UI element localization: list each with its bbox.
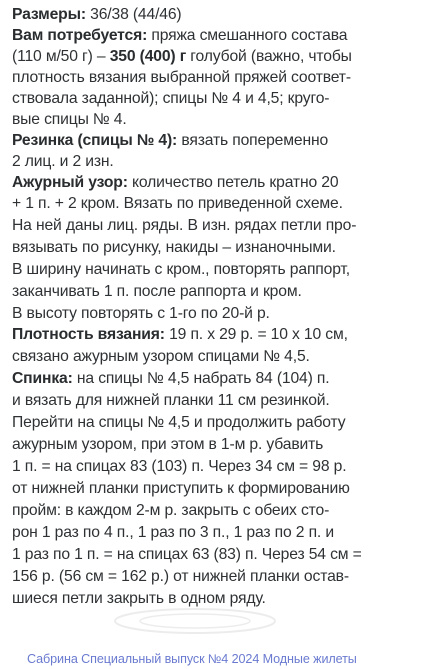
line-text: ствовала заданной); спицы № 4 и 4,5; круго- <box>12 90 330 107</box>
line-text: (110 м/50 г) – <box>12 48 110 65</box>
text-line <box>12 194 343 214</box>
line-text: и вязать для нижней планки 11 см резинкой. <box>12 392 330 409</box>
text-line <box>12 501 329 521</box>
text-line <box>12 304 270 324</box>
text-line <box>12 173 338 193</box>
section-heading: Вам потребуется: <box>12 27 148 44</box>
text-line <box>12 89 329 109</box>
line-text: + 1 п. + 2 кром. Вязать по приведенной схеме. <box>12 195 343 212</box>
section-heading: Размеры: <box>12 6 86 23</box>
text-line <box>12 5 182 25</box>
line-text: 1 п. = на спицах 83 (103) п. Через 34 см = 98 р. <box>12 458 347 475</box>
line-text: 1 раз по 1 п. = на спицах 63 (83) п. Через 54 см = <box>12 546 362 563</box>
text-line <box>12 545 362 565</box>
watermark-icon <box>110 606 280 636</box>
text-line <box>12 260 350 280</box>
text-line <box>12 435 323 455</box>
line-text: вязать попеременно <box>177 132 329 149</box>
source-caption: Сабрина Специальный выпуск №4 2024 Модные жилеты <box>27 652 357 666</box>
line-text: пройм: в каждом 2-м р. закрыть с обеих сто- <box>12 502 330 519</box>
line-text: шиеся петли закрыть в одном ряду. <box>12 590 266 607</box>
text-line <box>12 47 352 67</box>
line-text: В высоту повторять с 1-го по 20-й р. <box>12 305 270 322</box>
line-text: 2 лиц. и 2 изн. <box>12 153 114 170</box>
text-line <box>12 26 347 46</box>
text-line <box>12 325 348 345</box>
text-line <box>12 391 330 411</box>
yarn-amount: 350 (400) г <box>109 48 187 65</box>
line-text: пряжа смешанного состава <box>147 27 348 44</box>
line-text: голубой (важно, чтобы <box>186 48 352 65</box>
text-line <box>12 457 346 477</box>
line-text: на спицы № 4,5 набрать 84 (104) п. <box>72 370 330 387</box>
section-heading: Ажурный узор: <box>12 174 128 191</box>
line-text: В ширину начинать с кром., повторять раппорт, <box>12 261 350 278</box>
line-text: плотность вязания выбранной пряжей соответ- <box>12 69 351 86</box>
line-text: 19 п. х 29 р. = 10 х 10 см, <box>164 326 348 343</box>
line-text: связано ажурным узором спицами № 4,5. <box>12 348 310 365</box>
line-text: рон 1 раз по 4 п., 1 раз по 3 п., 1 раз по 2 п. и <box>12 524 334 541</box>
line-text: 36/38 (44/46) <box>85 6 182 23</box>
section-heading: Плотность вязания: <box>12 326 165 343</box>
line-text: 156 р. (56 см = 162 р.) от нижней планки остав- <box>12 568 349 585</box>
text-line <box>12 68 351 88</box>
line-text: вязывать по рисунку, накиды – изнаночными. <box>12 239 336 256</box>
text-line <box>12 152 114 172</box>
section-heading: Резинка (спицы № 4): <box>12 132 178 149</box>
text-line <box>12 110 127 130</box>
line-text: ажурным узором, при этом в 1-м р. убавить <box>12 436 324 453</box>
line-text: На ней даны лиц. ряды. В изн. рядах петли про- <box>12 217 357 234</box>
text-line <box>12 131 328 151</box>
text-line <box>12 369 329 389</box>
text-line <box>12 238 336 258</box>
text-line <box>12 523 334 543</box>
text-line <box>12 282 302 302</box>
line-text: вые спицы № 4. <box>12 111 127 128</box>
text-line <box>12 347 310 367</box>
text-line <box>12 589 266 609</box>
section-heading: Спинка: <box>12 370 73 387</box>
line-text: количество петель кратно 20 <box>127 174 339 191</box>
text-line <box>12 216 356 236</box>
line-text: Перейти на спицы № 4,5 и продолжить работу <box>12 414 346 431</box>
line-text: заканчивать 1 п. после раппорта и кром. <box>12 283 302 300</box>
text-line <box>12 413 345 433</box>
text-line <box>12 479 350 499</box>
text-line <box>12 567 349 587</box>
line-text: от нижней планки приступить к формированию <box>12 480 350 497</box>
